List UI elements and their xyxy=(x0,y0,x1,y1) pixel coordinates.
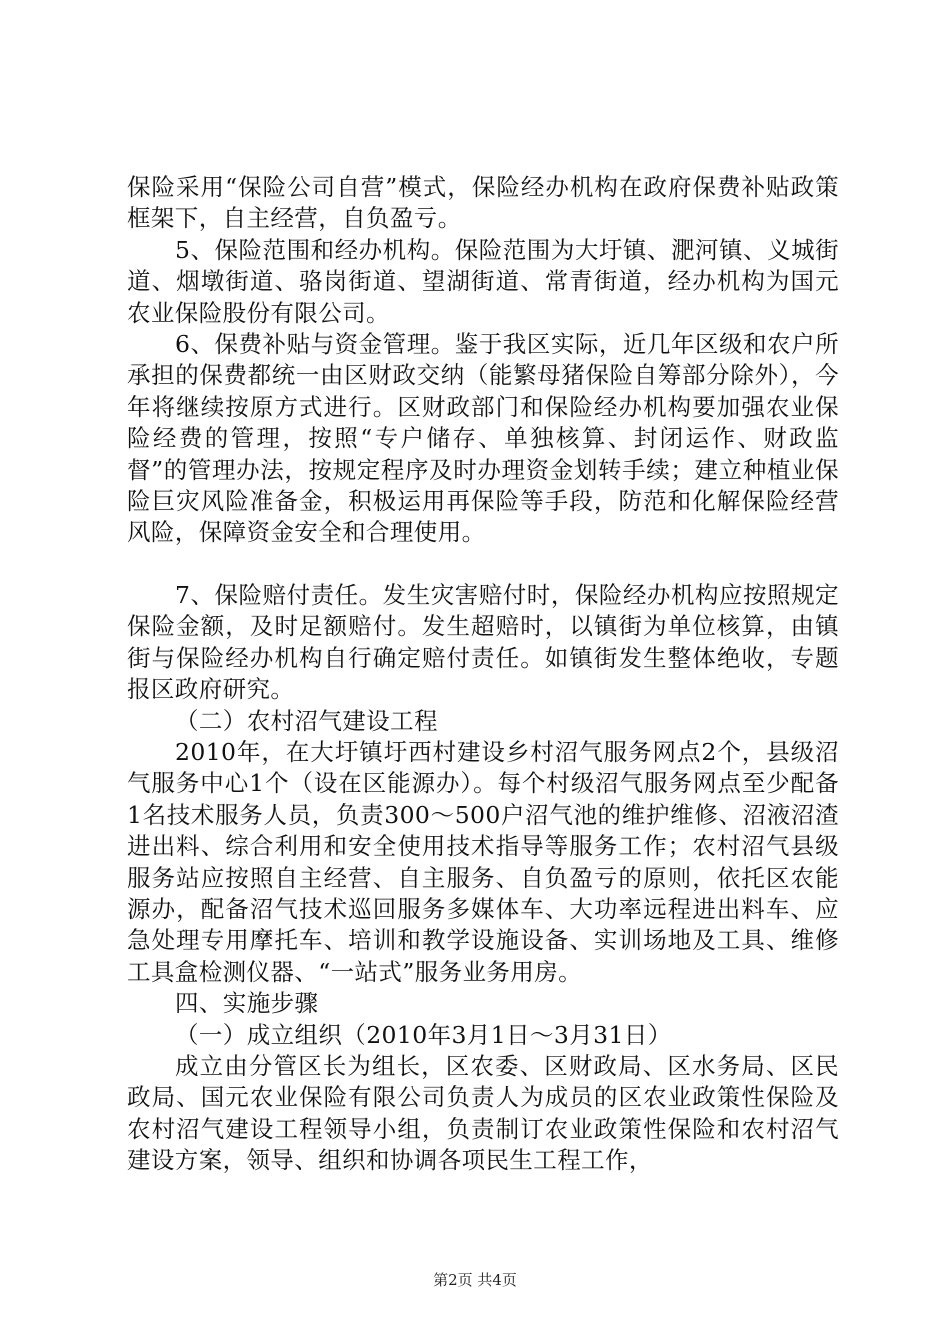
section-heading-biogas: （二）农村沼气建设工程 xyxy=(175,706,438,735)
paragraph-insurance-mode: 保险采用“保险公司自营”模式，保险经办机构在政府保费补贴政策框架下，自主经营，自负盈亏。 xyxy=(127,173,839,233)
paragraph-biogas-construction: 2010年，在大圩镇圩西村建设乡村沼气服务网点2个，县级沼气服务中心1个（设在区能源办）。每个村级沼气服务网点至少配备1名技术服务人员，负责300～500户沼气池的维护维修、沼液沼渣进出料、综合利用和安全使用技术指导等服务工作；农村沼气县级服务站应按照自主经营、自主服务、自负盈亏的原则，依托区农能源办，配备沼气技术巡回服务多媒体车、大功率远程进出料车、应急处理专用摩托车、培训和教学设施设备、实训场地及工具、维修工具盒检测仪器、“一站式”服务业务用房。 xyxy=(127,737,839,986)
paragraph-compensation: 7、保险赔付责任。发生灾害赔付时，保险经办机构应按照规定保险金额，及时足额赔付。发生超赔时，以镇街为单位核算，由镇街与保险经办机构自行确定赔付责任。如镇街发生整体绝收，专题报区政府研究。 xyxy=(127,580,839,704)
paragraph-insurance-scope: 5、保险范围和经办机构。保险范围为大圩镇、淝河镇、义城街道、烟墩街道、骆岗街道、望湖街道、常青街道，经办机构为国元农业保险股份有限公司。 xyxy=(127,235,839,327)
page-number-footer: 第2页 共4页 xyxy=(433,1271,517,1289)
section-heading-steps: 四、实施步骤 xyxy=(175,989,319,1018)
document-body xyxy=(127,172,839,1177)
paragraph-premium-subsidy: 6、保费补贴与资金管理。鉴于我区实际，近几年区级和农户所承担的保费都统一由区财政交纳（能繁母猪保险自筹部分除外），今年将继续按原方式进行。区财政部门和保险经办机构要加强农业保险经费的管理，按照“专户储存、单独核算、封闭运作、财政监督”的管理办法，按规定程序及时办理资金划转手续；建立种植业保险巨灾风险准备金，积极运用再保险等手段，防范和化解保险经营风险，保障资金安全和合理使用。 xyxy=(127,330,839,547)
paragraph-organization: 成立由分管区长为组长，区农委、区财政局、区水务局、区民政局、国元农业保险有限公司负责人为成员的区农业政策性保险及农村沼气建设工程领导小组，负责制订农业政策性保险和农村沼气建设方案，领导、组织和协调各项民生工程工作， xyxy=(127,1051,839,1175)
subsection-heading-organization: （一）成立组织（2010年3月1日～3月31日） xyxy=(175,1020,672,1049)
